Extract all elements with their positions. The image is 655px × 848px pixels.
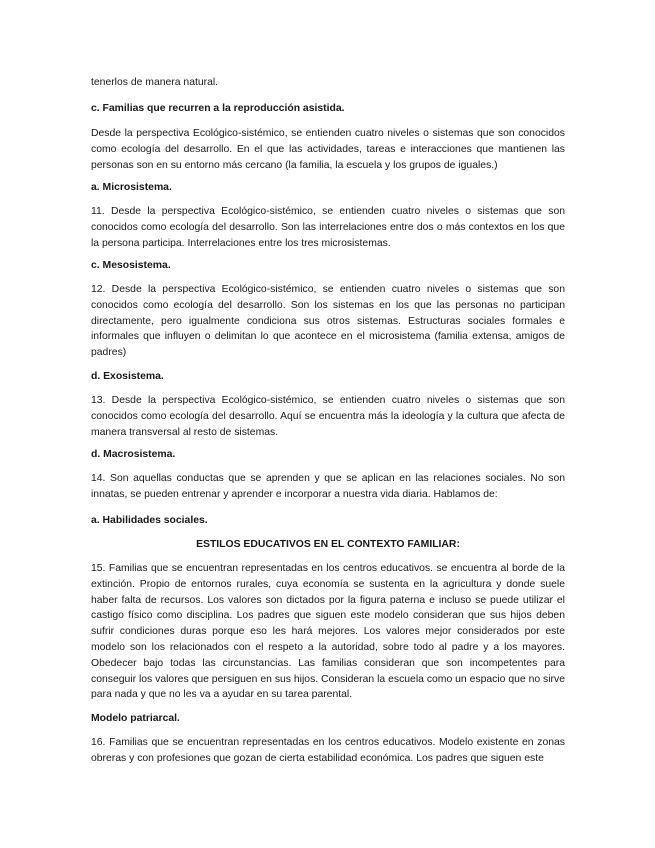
paragraph-question-13: 13. Desde la perspectiva Ecológico-sistémico, se entienden cuatro niveles o sistemas que son conocidos como ecología del desarrollo. Aquí se encuentra más la ideología y la cultura que afecta de manera transversal al resto de sistemas. xyxy=(91,395,565,438)
answer-heading-microsistema: a. Microsistema. xyxy=(91,182,172,193)
answer-heading-macrosistema: d. Macrosistema. xyxy=(91,449,176,460)
answer-heading-habilidades: a. Habilidades sociales. xyxy=(91,515,208,526)
answer-heading-modelo-patriarcal: Modelo patriarcal. xyxy=(91,713,180,724)
section-heading-estilos: ESTILOS EDUCATIVOS EN EL CONTEXTO FAMILIAR: xyxy=(196,539,460,550)
answer-heading-exosistema: d. Exosistema. xyxy=(91,371,164,382)
paragraph-question-11: 11. Desde la perspectiva Ecológico-sistémico, se entienden cuatro niveles o sistemas que son conocidos como ecología del desarrollo. Son las interrelaciones entre dos o más contextos en los que la persona participa. Interrelaciones entre los tres microsistemas. xyxy=(91,206,565,249)
answer-heading-c-familias: c. Familias que recurren a la reproducción asistida. xyxy=(91,103,345,114)
paragraph-intro-end: tenerlos de manera natural. xyxy=(91,77,219,88)
paragraph-question-12: 12. Desde la perspectiva Ecológico-sistémico, se entienden cuatro niveles o sistemas que son conocidos como ecología del desarrollo. Son los sistemas en los que las personas no participan directamente, pero igualmente condiciona sus otros sistemas. Estructuras sociales formales e informales que influyen o delimitan lo que acontece en el microsistema (familia extensa, amigos de padres) xyxy=(91,284,565,359)
paragraph-question-16: 16. Familias que se encuentran representadas en los centros educativos. Modelo existente en zonas obreras y con profesiones que gozan de cierta estabilidad económica. Los padres que siguen este xyxy=(91,737,565,764)
paragraph-question-14: 14. Son aquellas conductas que se aprenden y que se aplican en las relaciones sociales. No son innatas, se pueden entrenar y aprender e incorporar a nuestra vida diaria. Hablamos de: xyxy=(91,473,565,500)
answer-heading-mesosistema: c. Mesosistema. xyxy=(91,260,171,271)
paragraph-question-15: 15. Familias que se encuentran representadas en los centros educativos. se encuentra al borde de la extinción. Propio de entornos rurales, cuya economía se sustenta en la agricultura y donde suele haber falta de recursos. Los valores son dictados por la figura paterna e incluso se puede utilizar el castigo físico como disciplina. Los padres que siguen este modelo consideran que sus hijos deben sufrir condiciones duras porque eso les hará mejores. Los valores mejor considerados por este modelo son los relacionados con el respeto a la autoridad, sobre todo al padre y a los mayores. Obedecer bajo todas las circunstancias. Las familias consideran que son incompetentes para conseguir los valores que persiguen en sus hijos. Consideran la escuela como un espacio que no sirve para nada y que no les va a ayudar en su tarea parental. xyxy=(91,563,565,701)
paragraph-ecologico-1: Desde la perspectiva Ecológico-sistémico, se entienden cuatro niveles o sistemas que son conocidos como ecología del desarrollo. En el que las actividades, tareas e interacciones que mantienen las personas son en su entorno más cercano (la familia, la escuela y los grupos de iguales.) xyxy=(91,128,565,171)
